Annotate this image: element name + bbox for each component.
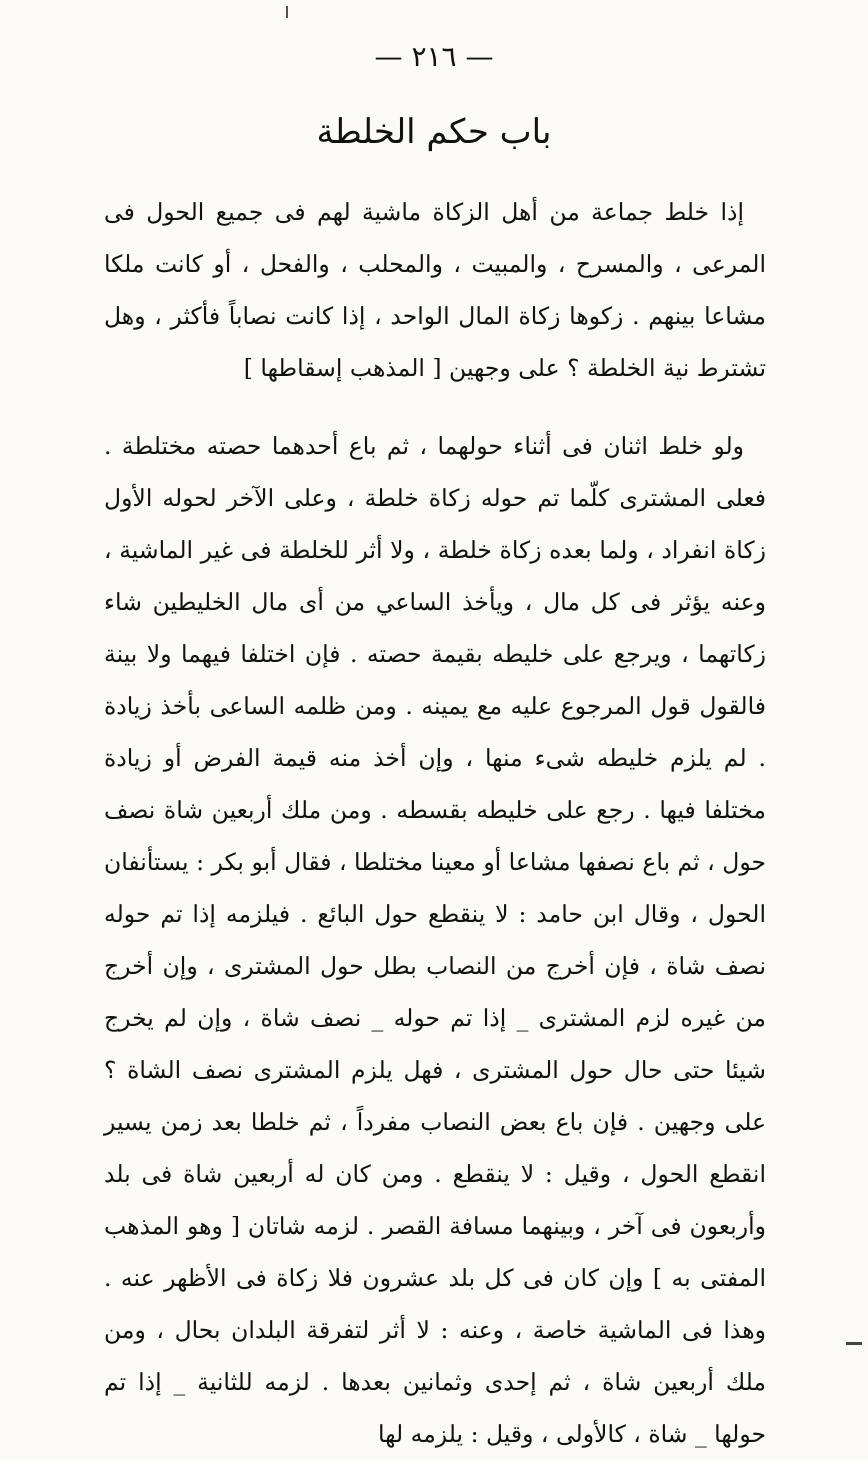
body-text [104,186,766,1460]
chapter-heading: باب حكم الخلطة [316,112,552,152]
margin-mark [286,6,288,18]
paragraph-1: إذا خلط جماعة من أهل الزكاة ماشية لهم فى جميع الحول فى المرعى ، والمسرح ، والمبيت ، والمحلب ، والفحل ، أو كانت ملكا مشاعا بينهم . زكوها زكاة المال الواحد ، إذا كانت نصاباً فأكثر ، وهل تشترط نية الخلطة ؟ على وجهين [ المذهب إسقاطها ] [104,198,767,382]
paragraph-2: ولو خلط اثنان فى أثناء حولهما ، ثم باع أحدهما حصته مختلطة . فعلى المشترى كلّما تم حوله زكاة خلطة ، وعلى الآخر لحوله الأول زكاة انفراد ، ولما بعده زكاة خلطة ، ولا أثر للخلطة فى غير الماشية ، وعنه يؤثر فى كل مال ، ويأخذ الساعي من أى مال الخليطين شاء زكاتهما ، ويرجع على خليطه بقيمة حصته . فإن اختلفا فيهما ولا بينة فالقول قول المرجوع عليه مع يمينه . ومن ظلمه الساعى بأخذ زيادة . لم يلزم خليطه شىء منها ، وإن أخذ منه قيمة الفرض أو زيادة مختلفا فيها . رجع على خليطه بقسطه . ومن ملك أربعين شاة نصف حول ، ثم باع نصفها مشاعا أو معينا مختلطا ، فقال أبو بكر : يستأنفان الحول ، وقال ابن حامد : لا ينقطع حول البائع . فيلزمه إذا تم حوله نصف شاة ، فإن أخرج من النصاب بطل حول المشترى ، وإن أخرج من غيره لزم المشترى _ إذا تم حوله _ نصف شاة ، وإن لم يخرج شيئا حتى حال حول المشترى ، فهل يلزم المشترى نصف الشاة ؟ على وجهين . فإن باع بعض النصاب مفرداً ، ثم خلطا بعد زمن يسير انقطع الحول ، وقيل : لا ينقطع . ومن كان له أربعين شاة فى بلد وأربعون فى آخر ، وبينهما مسافة القصر . لزمه شاتان [ وهو المذهب المفتى به ] وإن كان فى كل بلد عشرون فلا زكاة فى الأظهر عنه . وهذا فى الماشية خاصة ، وعنه : لا أثر لتفرقة البلدان بحال ، ومن ملك أربعين شاة ، ثم إحدى وثمانين بعدها . لزمه للثانية _ إذا تم حولها _ شاة ، كالأولى ، وقيل : يلزمه لها [104,432,766,1448]
corner-mark [846,1342,862,1345]
page-number: — ٢١٦ — [374,40,494,73]
